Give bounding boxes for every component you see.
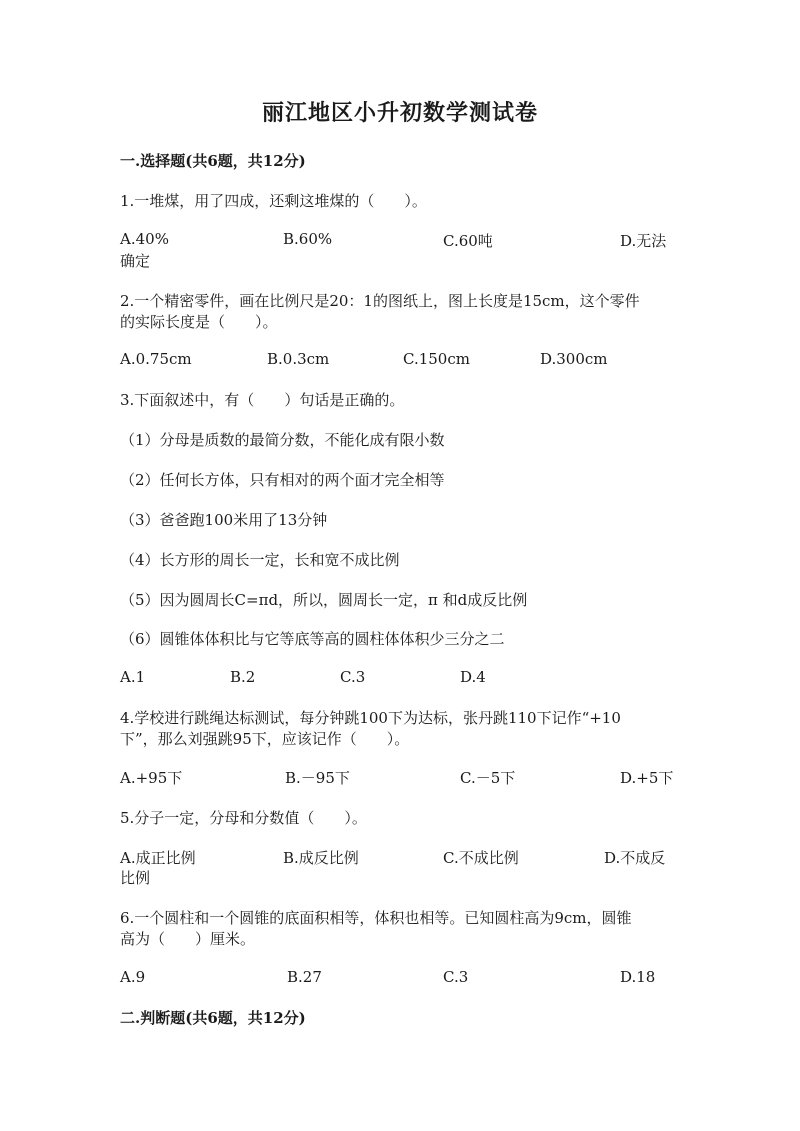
question-4-option-c: C.－5下: [460, 769, 516, 787]
question-3-option-c: C.3: [340, 668, 366, 686]
question-1-option-d-wrap: 确定: [120, 252, 151, 270]
question-2-option-c: C.150cm: [403, 350, 470, 368]
question-1-text: 1.一堆煤，用了四成，还剩这堆煤的（ ）。: [120, 192, 427, 210]
question-4-option-b: B.－95下: [285, 769, 350, 787]
question-3-option-d: D.4: [460, 668, 486, 686]
question-5-option-c: C.不成比例: [443, 849, 519, 867]
question-3-statement-4: （4）长方形的周长一定，长和宽不成比例: [120, 551, 400, 569]
question-2-option-a: A.0.75cm: [120, 350, 192, 368]
question-6-option-d: D.18: [620, 968, 656, 986]
question-1-option-a: A.40%: [120, 230, 169, 248]
question-3-statement-5: （5）因为圆周长C=πd，所以，圆周长一定，π 和d成反比例: [120, 591, 528, 609]
question-2-option-d: D.300cm: [540, 350, 608, 368]
question-1-option-d: D.无法: [620, 232, 667, 250]
question-6-option-a: A.9: [120, 968, 146, 986]
question-4-text-line2: 下”，那么刘强跳95下，应该记作（ ）。: [120, 730, 410, 748]
question-2-text-line2: 的实际长度是（ ）。: [120, 313, 278, 331]
question-3-option-b: B.2: [230, 668, 256, 686]
question-5-option-a: A.成正比例: [120, 849, 196, 867]
section-heading-choice: 一.选择题(共6题，共12分): [120, 152, 306, 170]
question-3-text: 3.下面叙述中，有（ ）句话是正确的。: [120, 391, 405, 409]
question-5-text: 5.分子一定，分母和分数值（ ）。: [120, 809, 367, 827]
section-heading-judgement: 二.判断题(共6题，共12分): [120, 1009, 306, 1027]
question-3-statement-2: （2）任何长方体，只有相对的两个面才完全相等: [120, 471, 445, 489]
question-2-option-b: B.0.3cm: [267, 350, 330, 368]
question-3-option-a: A.1: [120, 668, 146, 686]
question-4-option-a: A.+95下: [120, 769, 183, 787]
question-3-statement-6: （6）圆锥体体积比与它等底等高的圆柱体体积少三分之二: [120, 630, 505, 648]
question-6-option-c: C.3: [443, 968, 469, 986]
question-5-option-d: D.不成反: [604, 849, 666, 867]
question-1-option-c: C.60吨: [443, 232, 493, 250]
question-1-option-b: B.60%: [283, 230, 333, 248]
question-5-option-b: B.成反比例: [283, 849, 359, 867]
question-6-text-line2: 高为（ ）厘米。: [120, 930, 256, 948]
question-3-statement-1: （1）分母是质数的最简分数，不能化成有限小数: [120, 431, 445, 449]
page-title: 丽江地区小升初数学测试卷: [261, 100, 538, 126]
question-3-statement-3: （3）爸爸跑100米用了13分钟: [120, 511, 328, 529]
question-6-option-b: B.27: [287, 968, 322, 986]
question-4-option-d: D.+5下: [620, 769, 674, 787]
question-4-text-line1: 4.学校进行跳绳达标测试，每分钟跳100下为达标，张丹跳110下记作“+10: [120, 709, 621, 727]
question-2-text-line1: 2.一个精密零件，画在比例尺是20：1的图纸上，图上长度是15cm，这个零件: [120, 292, 640, 310]
question-6-text-line1: 6.一个圆柱和一个圆锥的底面积相等，体积也相等。已知圆柱高为9cm，圆锥: [120, 909, 632, 927]
question-5-option-d-wrap: 比例: [120, 869, 151, 887]
